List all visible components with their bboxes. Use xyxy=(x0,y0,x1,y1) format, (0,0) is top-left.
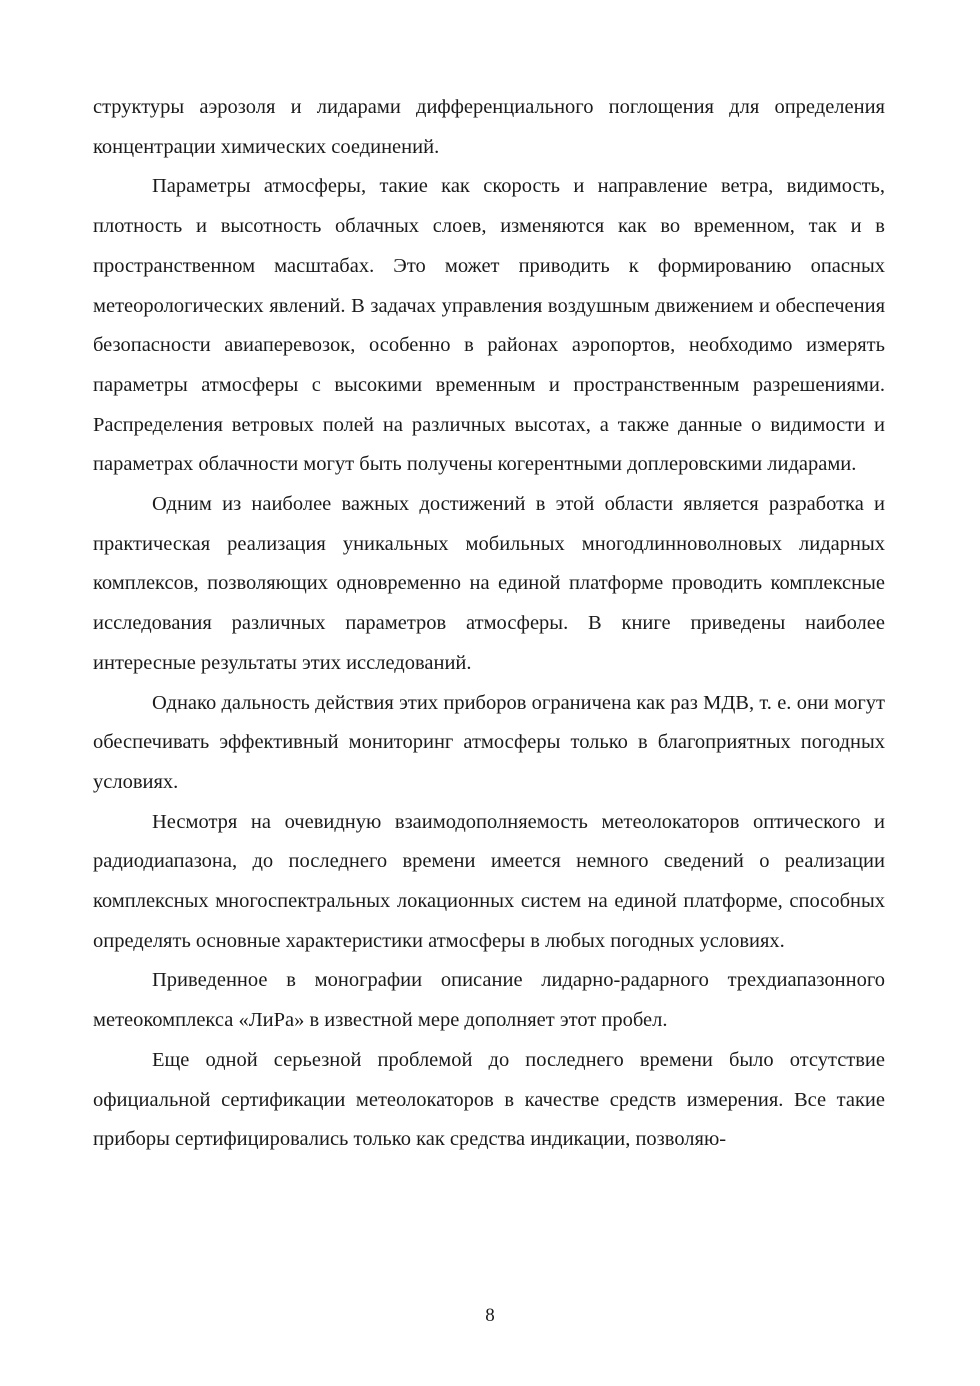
body-text xyxy=(93,88,885,1160)
paragraph-lidar-complexes: Одним из наиболее важных достижений в этой области является разработка и практическая реализация уникальных мобильных многодлинноволновых лидарных комплексов, позволяющих одновременно на единой платформе проводить комплексные исследования различных параметров атмосферы. В книге приведены наиболее интересные результаты этих исследований. xyxy=(93,493,885,674)
paragraph-certification: Еще одной серьезной проблемой до последнего времени было отсутствие официальной сертификации метеолокаторов в качестве средств измерения. Все такие приборы сертифицировались только как средства индикации, позволяю- xyxy=(93,1048,885,1151)
paragraph-lira-complex: Приведенное в монографии описание лидарно-радарного трехдиапазонного метеокомплекса «ЛиРа» в известной мере дополняет этот пробел. xyxy=(93,969,885,1032)
paragraph-atmosphere-parameters: Параметры атмосферы, такие как скорость и направление ветра, видимость, плотность и высотность облачных слоев, изменяются как во временном, так и в пространственном масштабах. Это может приводить к формированию опасных метеорологических явлений. В задачах управления воздушным движением и обеспечения безопасности авиаперевозок, особенно в районах аэропортов, необходимо измерять параметры атмосферы с высокими временным и пространственным разрешениями. Распределения ветровых полей на различных высотах, а также данные о видимости и параметрах облачности могут быть получены когерентными доплеровскими лидарами. xyxy=(93,175,885,476)
page-number: 8 xyxy=(485,1305,495,1326)
paragraph-continuation: структуры аэрозоля и лидарами дифференциального поглощения для определения концентрации химических соединений. xyxy=(93,96,885,158)
paragraph-range-limitation: Однако дальность действия этих приборов ограничена как раз МДВ, т. е. они могут обеспечивать эффективный мониторинг атмосферы только в благоприятных погодных условиях. xyxy=(93,691,885,793)
paragraph-complementarity: Несмотря на очевидную взаимодополняемость метеолокаторов оптического и радиодиапазона, до последнего времени имеется немного сведений о реализации комплексных многоспектральных локационных систем на единой платформе, способных определять основные характеристики атмосферы в любых погодных условиях. xyxy=(93,810,885,952)
